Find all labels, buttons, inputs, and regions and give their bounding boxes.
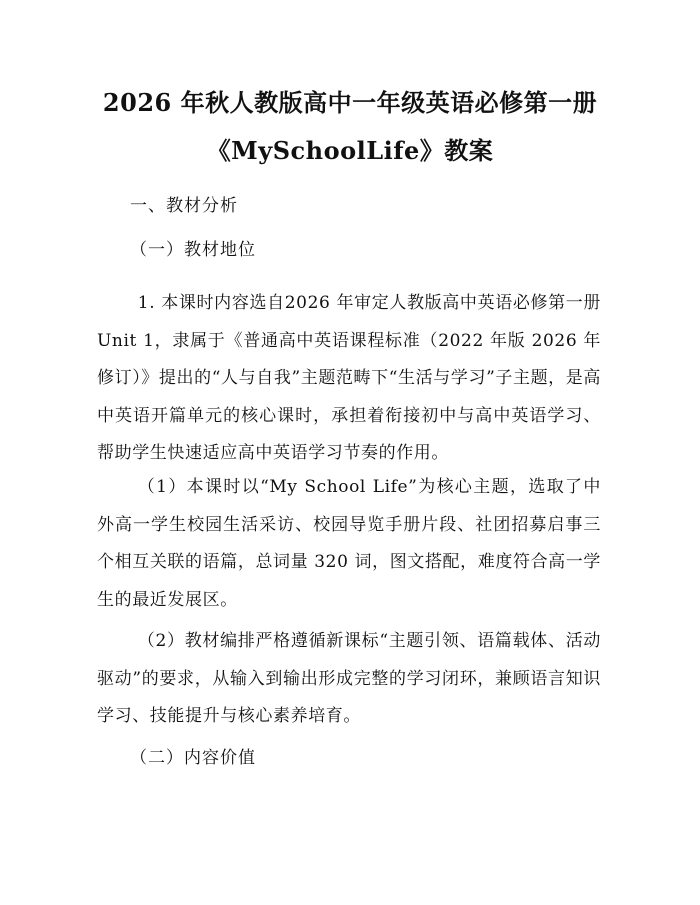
paragraph-lesson-theme: （1）本课时以“My School Life”为核心主题，选取了中外高一学生校园生活采访、校园导览手册片段、社团招募启事三个相互关联的语篇，总词量 320 词，图文搭配，难度符合高一学生的最近发展区。 — [97, 477, 601, 610]
paragraph-lesson-source: 1. 本课时内容选自2026 年审定人教版高中英语必修第一册Unit 1，隶属于《普通高中英语课程标准（2022 年版 2026 年修订）》提出的“人与自我”主题范畴下“生活与学习”子主题，是高中英语开篇单元的核心课时，承担着衔接初中与高中英语学习、帮助学生快速适应高中英语学习节奏的作用。 — [97, 293, 601, 463]
subsection-heading-textbook-status: （一）教材地位 — [130, 240, 256, 260]
section-heading-textbook-analysis: 一、教材分析 — [130, 196, 238, 216]
paragraph-textbook-arrangement: （2）教材编排严格遵循新课标“主题引领、语篇载体、活动驱动”的要求，从输入到输出形成完整的学习闭环，兼顾语言知识学习、技能提升与核心素养培育。 — [97, 631, 601, 726]
document-title-line1: 2026 年秋人教版高中一年级英语必修第一册 — [102, 88, 598, 117]
document-title-line2: 《MySchoolLife》教案 — [206, 136, 494, 165]
subsection-heading-content-value: （二）内容价值 — [130, 748, 256, 768]
